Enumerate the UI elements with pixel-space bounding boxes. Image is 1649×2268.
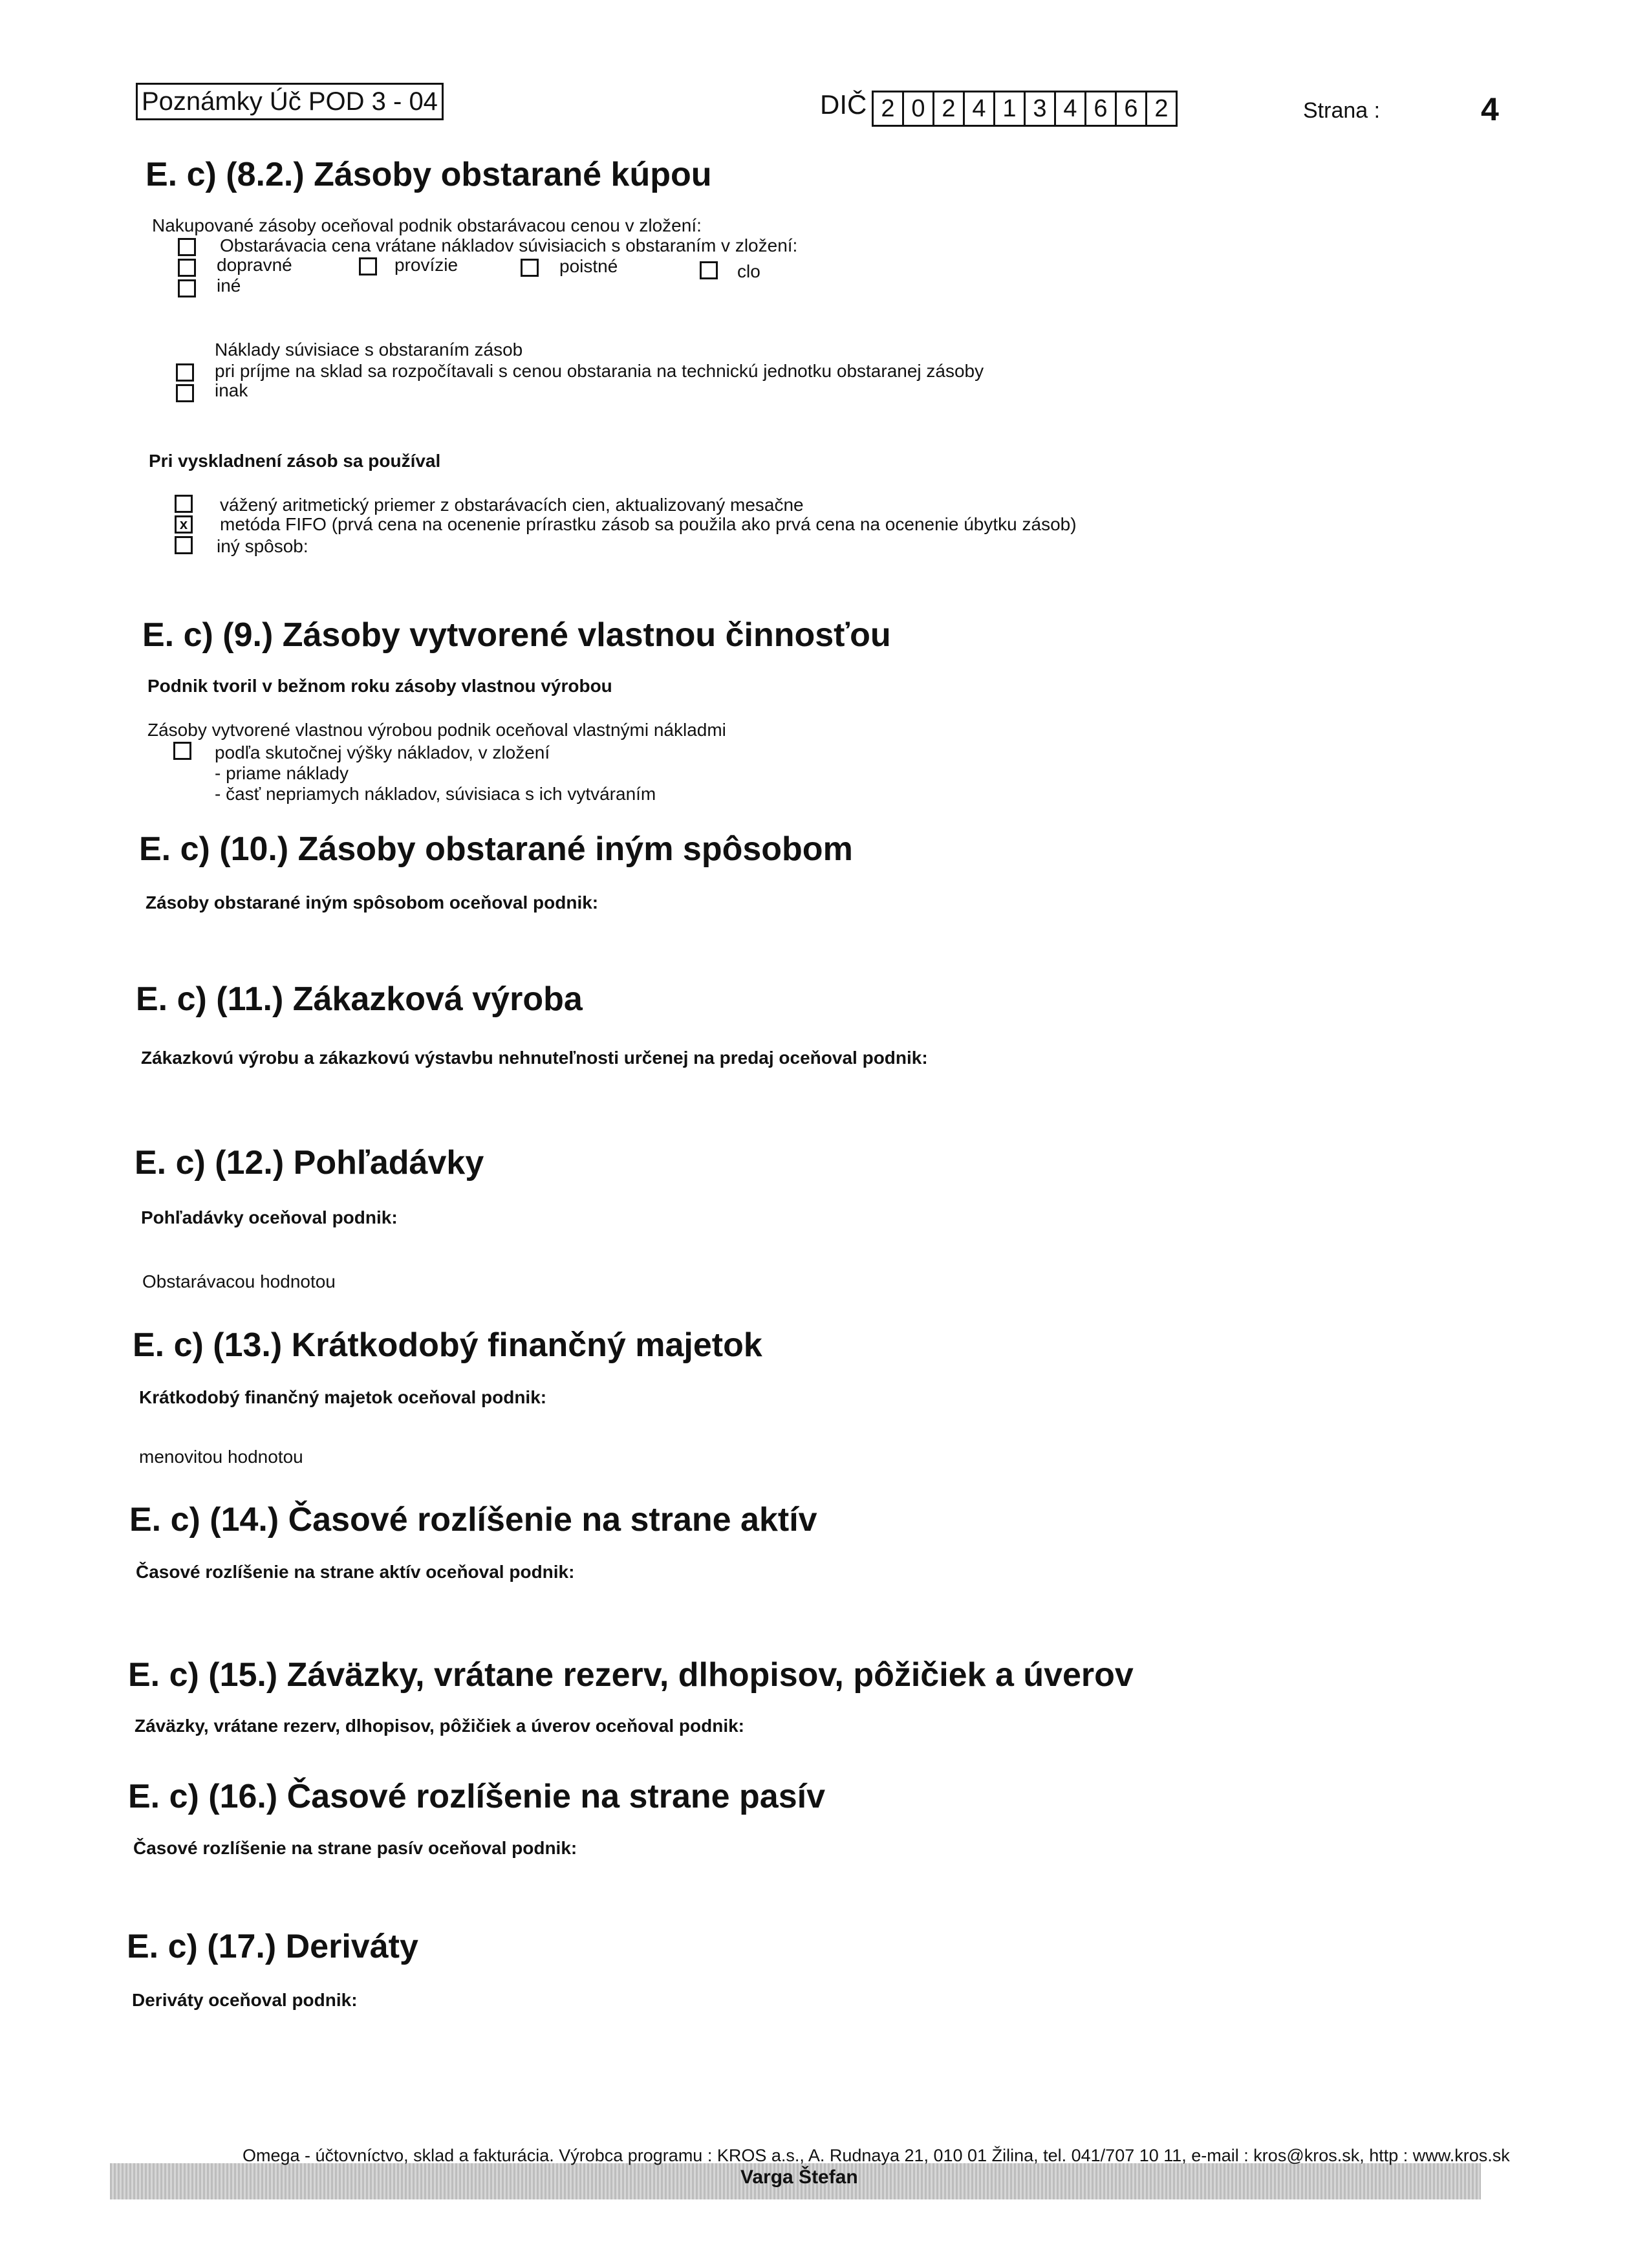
label-dopravne: dopravné xyxy=(217,255,292,275)
section-11-heading: E. c) (11.) Zákazková výroba xyxy=(136,980,583,1018)
checkbox-vazeny-priemer[interactable] xyxy=(175,495,193,513)
section-16-heading: E. c) (16.) Časové rozlíšenie na strane pasív xyxy=(128,1778,826,1815)
section-13-sub: Krátkodobý finančný majetok oceňoval podnik: xyxy=(139,1387,547,1407)
checkbox-ine[interactable] xyxy=(178,279,196,297)
form-code: Poznámky Úč POD 3 - 04 xyxy=(136,83,444,120)
label-clo: clo xyxy=(737,261,760,281)
section-8-2-intro: Nakupované zásoby oceňoval podnik obstarávacou cenou v zložení: xyxy=(152,215,702,235)
section-12-value: Obstarávacou hodnotou xyxy=(142,1271,336,1291)
checkbox-fifo[interactable]: x xyxy=(175,515,193,534)
section-15-heading: E. c) (15.) Záväzky, vrátane rezerv, dlhopisov, pôžičiek a úverov xyxy=(128,1656,1134,1694)
dic-digit: 2 xyxy=(1145,92,1176,125)
section-12-sub: Pohľadávky oceňoval podnik: xyxy=(141,1207,398,1227)
section-17-sub: Deriváty oceňoval podnik: xyxy=(132,1990,358,2010)
section-14-heading: E. c) (14.) Časové rozlíšenie na strane aktív xyxy=(129,1501,817,1539)
vyskladnenie-title: Pri vyskladnení zásob sa používal xyxy=(149,451,441,471)
label-naklady-rozpocitavali: pri príjme na sklad sa rozpočítavali s cenou obstarania na technickú jednotku obstaranej zásoby xyxy=(215,361,984,381)
dic-digit: 6 xyxy=(1115,92,1145,125)
section-11-sub: Zákazkovú výrobu a zákazkovú výstavbu nehnuteľnosti určenej na predaj oceňoval podnik: xyxy=(141,1048,928,1068)
page-label: Strana : xyxy=(1303,98,1381,123)
section-10-heading: E. c) (10.) Zásoby obstarané iným spôsobom xyxy=(139,830,853,868)
footer-text: Omega - účtovníctvo, sklad a fakturácia. Výrobca programu : KROS a.s., A. Rudnaya 21, 010 01 Žilina, tel. 041/707 10 11, e-mail : kros@kros.sk, http : www.kros.sk xyxy=(242,2146,1510,2165)
naklady-title: Náklady súvisiace s obstaraním zásob xyxy=(215,340,523,360)
dic-digit: 2 xyxy=(932,92,963,125)
checkbox-dopravne[interactable] xyxy=(178,259,196,277)
checkbox-provizie[interactable] xyxy=(359,257,377,275)
checkbox-iny-sposob[interactable] xyxy=(175,536,193,554)
dic-digit: 1 xyxy=(993,92,1024,125)
label-skutocna-vyska: podľa skutočnej výšky nákladov, v zložení xyxy=(215,742,550,762)
dic-label: DIČ xyxy=(820,89,867,120)
section-13-heading: E. c) (13.) Krátkodobý finančný majetok xyxy=(133,1326,762,1364)
checkbox-poistne[interactable] xyxy=(521,259,539,277)
section-9-item-priame: - priame náklady xyxy=(215,763,349,783)
label-provizie: provízie xyxy=(394,255,458,275)
dic-digit: 4 xyxy=(1054,92,1084,125)
checkbox-clo[interactable] xyxy=(700,261,718,279)
label-iny-sposob: iný spôsob: xyxy=(217,536,308,556)
section-14-sub: Časové rozlíšenie na strane aktív oceňoval podnik: xyxy=(136,1562,575,1582)
dic-digit: 4 xyxy=(963,92,993,125)
label-ine: iné xyxy=(217,275,241,296)
section-16-sub: Časové rozlíšenie na strane pasív oceňoval podnik: xyxy=(133,1838,577,1858)
page-number: 4 xyxy=(1481,91,1499,127)
section-12-heading: E. c) (12.) Pohľadávky xyxy=(135,1144,484,1182)
dic-digit: 3 xyxy=(1024,92,1054,125)
section-13-value: menovitou hodnotou xyxy=(139,1447,303,1467)
section-17-heading: E. c) (17.) Deriváty xyxy=(127,1928,418,1965)
section-9-item-nepriame: - časť nepriamych nákladov, súvisiaca s ich vytváraním xyxy=(215,784,656,804)
section-10-sub: Zásoby obstarané iným spôsobom oceňoval podnik: xyxy=(146,892,599,913)
section-9-sub: Podnik tvoril v bežnom roku zásoby vlastnou výrobou xyxy=(147,676,612,696)
checkbox-naklady-inak[interactable] xyxy=(176,384,194,402)
section-9-heading: E. c) (9.) Zásoby vytvorené vlastnou činnosťou xyxy=(142,616,891,654)
label-naklady-inak: inak xyxy=(215,380,248,400)
dic-digit: 0 xyxy=(902,92,932,125)
checkbox-skutocna-vyska[interactable] xyxy=(173,742,191,760)
section-15-sub: Záväzky, vrátane rezerv, dlhopisov, pôžičiek a úverov oceňoval podnik: xyxy=(135,1716,744,1736)
dic-digit: 2 xyxy=(881,95,895,122)
dic-digit: 6 xyxy=(1084,92,1115,125)
checkbox-naklady-rozpocitavali[interactable] xyxy=(176,363,194,382)
label-vazeny-priemer: vážený aritmetický priemer z obstarávacích cien, aktualizovaný mesačne xyxy=(220,495,804,515)
label-obstaravacia-cena: Obstarávacia cena vrátane nákladov súvisiacich s obstaraním v zložení: xyxy=(220,235,798,255)
footer-user: Varga Štefan xyxy=(740,2166,858,2188)
dic-number xyxy=(872,91,1178,127)
checkbox-obstaravacia-cena[interactable] xyxy=(178,238,196,256)
section-9-intro: Zásoby vytvorené vlastnou výrobou podnik oceňoval vlastnými nákladmi xyxy=(147,720,726,740)
section-8-2-heading: E. c) (8.2.) Zásoby obstarané kúpou xyxy=(146,156,712,193)
label-poistne: poistné xyxy=(559,256,618,276)
label-fifo: metóda FIFO (prvá cena na ocenenie prírastku zásob sa použila ako prvá cena na ocenenie úbytku zásob) xyxy=(220,514,1077,534)
